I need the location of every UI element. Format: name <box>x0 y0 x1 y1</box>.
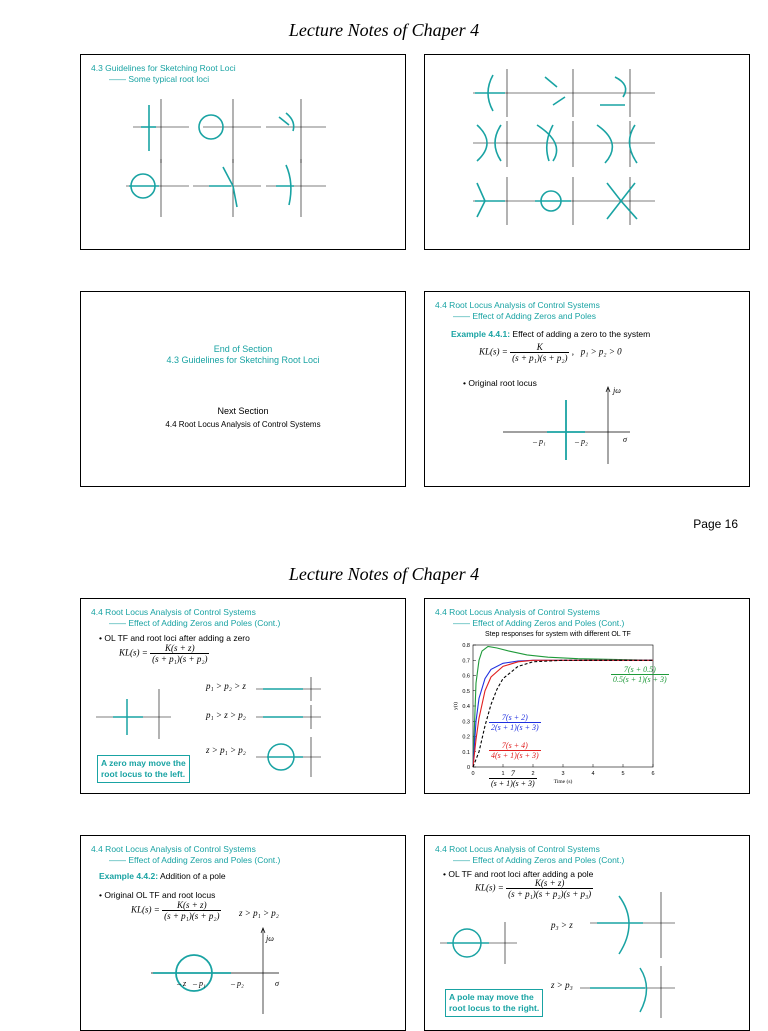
x-tick-label: 3 <box>561 771 565 777</box>
bullet-original-ol-tf: • Original OL TF and root locus <box>99 890 216 900</box>
root-loci-grid <box>425 55 750 250</box>
pole-p1-label: – p₁ <box>533 437 546 446</box>
page-number: Page 16 <box>693 517 738 531</box>
pole-p2-label: – p₂ <box>575 437 588 446</box>
y-tick-label: 0.8 <box>462 643 470 649</box>
slide-end-of-section <box>80 291 406 487</box>
y-tick-label: 0.6 <box>462 673 470 680</box>
condition: z > p₁ > p₂ <box>239 908 279 918</box>
next-section-name: 4.4 Root Locus Analysis of Control Systems <box>165 420 321 429</box>
pole-example-root-locus <box>81 836 406 1031</box>
label-series-red: $\frac{7(s + 4)}{4(s + 1)(s + 3)}$ <box>491 741 539 760</box>
root-loci-sketches <box>81 55 406 250</box>
end-of-section-label: End of Section <box>213 344 273 354</box>
original-root-locus-plot <box>425 292 750 487</box>
slide-heading: 4.4 Root Locus Analysis of Control Systems —— Effect of Adding Zeros and Poles (Cont.) <box>435 844 625 865</box>
label-series-black: $\frac{7}{(s + 1)(s + 3)}$ <box>491 769 535 788</box>
pole-p1-label: – p₁ <box>193 979 206 988</box>
y-tick-label: 0.5 <box>462 688 470 695</box>
slide-heading: 4.4 Root Locus Analysis of Control Systems —— Effect of Adding Zeros and Poles (Cont.) <box>91 607 281 628</box>
slide-heading: 4.4 Root Locus Analysis of Control Systems —— Effect of Adding Zeros and Poles <box>435 300 600 321</box>
label-series-blue: $\frac{7(s + 2)}{2(s + 1)(s + 3)}$ <box>491 713 539 732</box>
x-tick-label: 1 <box>501 771 505 777</box>
y-tick-label: 0.1 <box>462 749 470 756</box>
condition-1: p₁ > p₂ > z <box>206 681 246 691</box>
slide-heading: 4.4 Root Locus Analysis of Control Systems —— Effect of Adding Zeros and Poles (Cont.) <box>91 844 281 865</box>
bullet-ol-tf-pole: • OL TF and root loci after adding a pole <box>443 869 594 879</box>
sigma-axis-label: σ <box>623 435 627 444</box>
transfer-function: KL(s) = $\frac{K(s + z)}{\text{(s + p₁)(s + p₂)}}$ <box>131 900 220 921</box>
x-tick-label: 4 <box>591 771 595 777</box>
y-axis-label: y(t) <box>453 702 459 710</box>
bullet-ol-tf: • OL TF and root loci after adding a zero <box>99 633 250 643</box>
slide-typical-root-loci <box>80 54 406 250</box>
transfer-function: KL(s) = $\frac{K(s + z)}{\text{(s + p₁)(s + p₂)(s + p₃)}}$ <box>475 878 592 899</box>
slide-heading: 4.3 Guidelines for Sketching Root Loci —— Some typical root loci <box>91 63 236 84</box>
zero-z-label: – z <box>177 979 187 988</box>
slide-example-4-4-1 <box>424 291 750 487</box>
x-tick-label: 2 <box>531 771 535 777</box>
y-tick-label: 0 <box>466 765 470 771</box>
pole-p2-label: – p₂ <box>231 979 244 988</box>
x-tick-label: 5 <box>621 771 625 777</box>
step-response-chart <box>425 599 750 794</box>
bullet-original-root-locus: • Original root locus <box>463 378 537 388</box>
pole-callout: A pole may move the root locus to the right. <box>445 989 543 1017</box>
label-series-green: $\frac{7(s + 0.5)}{0.5(s + 1)(s + 3)}$ <box>613 665 667 684</box>
transfer-function: KL(s) = $\frac{K}{\text{(s + p₁)(s + p₂)}}$ , p₁ > p₂ > 0 <box>479 342 622 363</box>
condition-1: p₃ > z <box>551 920 573 930</box>
y-tick-label: 0.2 <box>462 734 470 741</box>
example-line: Example 4.4.1: Effect of adding a zero to the system <box>451 329 651 339</box>
jw-axis-label: jω <box>266 934 274 943</box>
condition-2: z > p₃ <box>551 980 573 990</box>
example-line: Example 4.4.2: Addition of a pole <box>99 871 226 881</box>
slide-adding-zero <box>80 598 406 794</box>
y-tick-label: 0.7 <box>462 658 470 665</box>
y-tick-label: 0.4 <box>462 704 470 710</box>
section-name: 4.3 Guidelines for Sketching Root Loci <box>166 355 320 365</box>
sigma-axis-label: σ <box>275 979 279 988</box>
x-axis-label: Time (s) <box>553 779 573 785</box>
next-section-label: Next Section <box>217 406 269 416</box>
condition-3: z > p₁ > p₂ <box>206 745 246 755</box>
x-tick-label: 6 <box>651 771 655 777</box>
slide-more-root-loci <box>424 54 750 250</box>
slide-adding-pole <box>424 835 750 1031</box>
chart-title: Step responses for system with different OL TF <box>485 631 631 638</box>
page-title: Lecture Notes of Chaper 4 <box>288 20 480 40</box>
slide-step-responses <box>424 598 750 794</box>
page-title: Lecture Notes of Chaper 4 <box>288 564 480 584</box>
x-tick-label: 0 <box>471 771 475 777</box>
jw-axis-label: jω <box>613 386 621 395</box>
slide-example-4-4-2 <box>80 835 406 1031</box>
y-tick-label: 0.3 <box>462 719 470 726</box>
condition-2: p₁ > z > p₂ <box>206 710 246 720</box>
slide-heading: 4.4 Root Locus Analysis of Control Systems —— Effect of Adding Zeros and Poles (Cont.) <box>435 607 625 628</box>
transfer-function: KL(s) = $\frac{K(s + z)}{\text{(s + p₁)(s + p₂)}}$ <box>119 643 208 664</box>
zero-callout: A zero may move the root locus to the left. <box>97 755 190 783</box>
